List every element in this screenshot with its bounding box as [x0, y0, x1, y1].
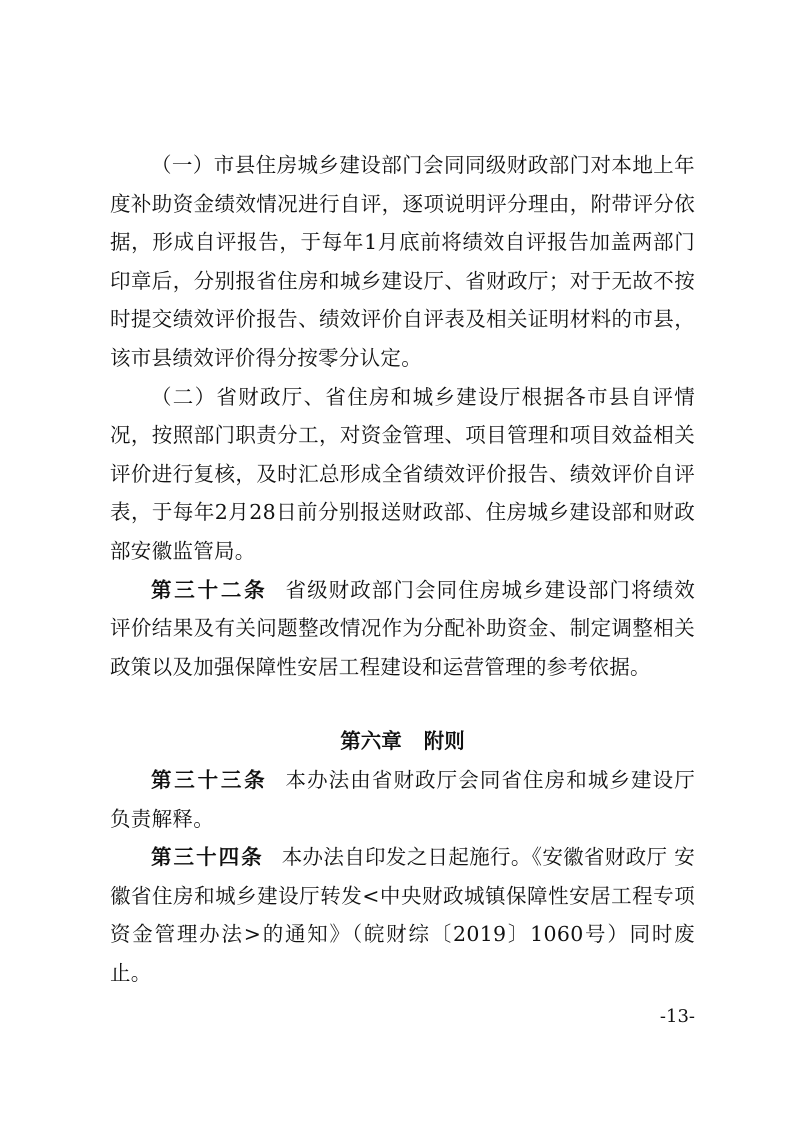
article-number: 第三十四条	[151, 845, 264, 870]
article-text: 本办法自印发之日起施行。《安徽省财政厅 安徽省住房和城乡建设厅转发<中央财政城镇保障性安居工程专项资金管理办法>的通知》（皖财综〔2019〕1060号）同时废止。	[110, 845, 695, 985]
chapter-heading	[110, 722, 695, 761]
article-34	[110, 838, 695, 992]
document-page	[110, 146, 695, 992]
article-text: 省级财政部门会同住房城乡建设部门将绩效评价结果及有关问题整改情况作为分配补助资金、制定调整相关政策以及加强保障性安居工程建设和运营管理的参考依据。	[110, 577, 696, 679]
paragraph-item-2	[110, 378, 695, 571]
chapter-title: 附则	[423, 729, 465, 754]
paragraph-text: （二）省财政厅、省住房和城乡建设厅根据各市县自评情况，按照部门职责分工，对资金管理、项目管理和项目效益相关评价进行复核，及时汇总形成全省绩效评价报告、绩效评价自评表，于每年2月28日前分别报送财政部、住房城乡建设部和财政部安徽监管局。	[110, 384, 695, 563]
article-number: 第三十二条	[151, 577, 268, 602]
article-32	[110, 571, 695, 687]
article-text: 本办法由省财政厅会同省住房和城乡建设厅负责解释。	[110, 767, 696, 831]
article-number: 第三十三条	[151, 767, 268, 792]
paragraph-text: （一）市县住房城乡建设部门会同同级财政部门对本地上年度补助资金绩效情况进行自评，逐项说明评分理由，附带评分依据，形成自评报告，于每年1月底前将绩效自评报告加盖两部门印章后，分别报省住房和城乡建设厅、省财政厅；对于无故不按时提交绩效评价报告、绩效评价自评表及相关证明材料的市县，该市县绩效评价得分按零分认定。	[110, 153, 695, 370]
page-number: -13-	[659, 1006, 695, 1027]
article-33	[110, 761, 695, 838]
chapter-number: 第六章	[340, 729, 402, 754]
paragraph-item-1	[110, 146, 695, 378]
